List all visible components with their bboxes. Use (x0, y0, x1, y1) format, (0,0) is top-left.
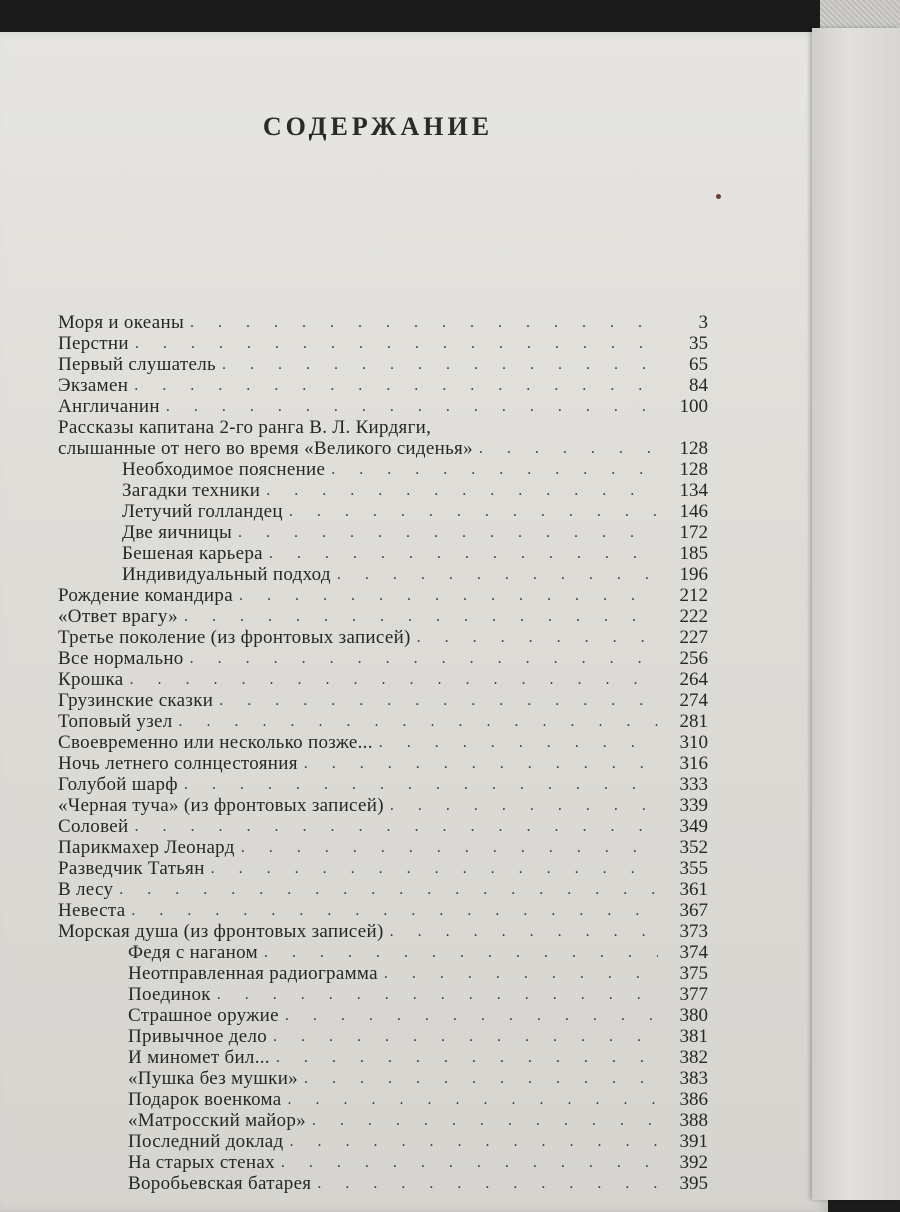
toc-leader (417, 627, 658, 648)
table-of-contents (58, 312, 708, 1194)
toc-entry-title: Летучий голландец (122, 501, 283, 522)
page-title: СОДЕРЖАНИЕ (262, 112, 494, 141)
toc-entry-page: 391 (679, 1131, 708, 1152)
toc-entry (58, 396, 708, 417)
toc-leader (219, 690, 658, 711)
toc-entry-title: Ночь летнего солнцестояния (58, 753, 298, 774)
toc-entry-page: 274 (679, 690, 708, 711)
toc-leader (290, 1131, 659, 1152)
toc-entry-page: 373 (679, 921, 708, 942)
toc-entry-title: «Пушка без мушки» (128, 1068, 298, 1089)
toc-entry-page: 386 (679, 1089, 708, 1110)
toc-entry (58, 606, 708, 627)
toc-entry-title: Две яичницы (122, 522, 233, 543)
toc-entry (58, 585, 708, 606)
toc-entry-title: Неотправленная радиограмма (128, 963, 378, 984)
toc-entry-title: Своевременно или несколько позже... (58, 732, 373, 753)
toc-entry-title: Экзамен (58, 375, 129, 396)
toc-entry (58, 438, 708, 459)
toc-entry-title: Загадки техники (122, 480, 261, 501)
toc-leader (312, 1110, 658, 1131)
toc-leader (184, 606, 658, 627)
toc-entry-title: «Матросский майор» (128, 1110, 306, 1131)
toc-entry (58, 753, 708, 774)
toc-entry-page: 349 (679, 816, 708, 837)
toc-leader (211, 858, 658, 879)
toc-subentry (58, 1110, 708, 1131)
toc-entry (58, 690, 708, 711)
toc-entry (58, 375, 708, 396)
toc-entry-title: Разведчик Татьян (58, 858, 205, 879)
toc-entry-title: Третье поколение (из фронтовых записей) (58, 627, 411, 648)
toc-leader (134, 816, 658, 837)
toc-entry-title: Моря и океаны (58, 312, 185, 333)
toc-entry-title: Воробьевская батарея (128, 1173, 312, 1194)
toc-entry-title: Морская душа (из фронтовых записей) (58, 921, 384, 942)
toc-leader (217, 984, 658, 1005)
toc-entry-page: 146 (679, 501, 708, 522)
toc-leader (269, 543, 658, 564)
toc-entry-page: 281 (679, 711, 708, 732)
toc-entry (58, 837, 708, 858)
toc-leader (331, 459, 658, 480)
toc-subentry (58, 1089, 708, 1110)
facing-page-edge (812, 28, 900, 1200)
toc-entry (58, 312, 708, 333)
toc-entry-title: Грузинские сказки (58, 690, 214, 711)
toc-entry-page: 383 (679, 1068, 708, 1089)
toc-entry-title: Рассказы капитана 2-го ранга В. Л. Кирдяги, (58, 417, 432, 438)
toc-entry-page: 395 (679, 1173, 708, 1194)
toc-leader (166, 396, 658, 417)
toc-entry-title: Перстни (58, 333, 129, 354)
toc-entry-page: 100 (679, 396, 708, 417)
toc-entry-page: 222 (679, 606, 708, 627)
toc-leader (276, 1047, 658, 1068)
toc-subentry (58, 459, 708, 480)
toc-entry-page: 185 (679, 543, 708, 564)
toc-subentry (58, 1026, 708, 1047)
toc-entry (58, 921, 708, 942)
toc-entry-page: 377 (679, 984, 708, 1005)
toc-entry-title: Англичанин (58, 396, 160, 417)
toc-leader (304, 1068, 658, 1089)
toc-leader (135, 333, 658, 354)
toc-subentry (58, 942, 708, 963)
toc-leader (337, 564, 658, 585)
toc-leader (273, 1026, 658, 1047)
toc-leader (479, 438, 658, 459)
toc-subentry (58, 1047, 708, 1068)
toc-subentry (58, 480, 708, 501)
toc-entry-page: 264 (679, 669, 708, 690)
toc-entry-page: 382 (679, 1047, 708, 1068)
toc-entry-page: 212 (679, 585, 708, 606)
toc-entry-page: 227 (679, 627, 708, 648)
toc-entry-title: Подарок военкома (128, 1089, 282, 1110)
toc-entry (58, 669, 708, 690)
toc-entry-page: 84 (689, 375, 708, 396)
toc-entry-title: Рождение командира (58, 585, 233, 606)
toc-leader (241, 837, 658, 858)
toc-entry (58, 711, 708, 732)
toc-entry-title: Федя с наганом (128, 942, 258, 963)
toc-entry (58, 417, 708, 438)
toc-leader (129, 669, 658, 690)
toc-entry-page: 128 (679, 438, 708, 459)
toc-entry-title: Бешеная карьера (122, 543, 263, 564)
toc-leader (190, 312, 658, 333)
toc-leader (184, 774, 658, 795)
toc-leader (266, 480, 658, 501)
toc-entry-title: И миномет бил... (128, 1047, 270, 1068)
toc-leader (390, 795, 658, 816)
toc-entry (58, 795, 708, 816)
toc-leader (304, 753, 658, 774)
toc-leader (190, 648, 658, 669)
toc-leader (289, 501, 658, 522)
toc-entry-page: 256 (679, 648, 708, 669)
toc-entry-page: 352 (679, 837, 708, 858)
toc-leader (264, 942, 658, 963)
toc-subentry (58, 1068, 708, 1089)
toc-subentry (58, 501, 708, 522)
toc-entry-page: 367 (679, 900, 708, 921)
toc-entry-page: 392 (679, 1152, 708, 1173)
toc-entry (58, 354, 708, 375)
toc-entry-title: «Ответ врагу» (58, 606, 178, 627)
toc-subentry (58, 1173, 708, 1194)
toc-leader (239, 585, 658, 606)
toc-entry-title: Все нормально (58, 648, 184, 669)
toc-subentry (58, 1005, 708, 1026)
toc-entry-title: Индивидуальный подход (122, 564, 331, 585)
toc-entry (58, 900, 708, 921)
toc-entry-page: 339 (679, 795, 708, 816)
toc-entry-page: 374 (679, 942, 708, 963)
ink-speck (716, 194, 721, 199)
toc-entry-page: 388 (679, 1110, 708, 1131)
toc-entry-page: 333 (679, 774, 708, 795)
toc-leader (287, 1089, 658, 1110)
toc-entry-title: На старых стенах (128, 1152, 275, 1173)
toc-entry-page: 316 (679, 753, 708, 774)
toc-entry-page: 172 (679, 522, 708, 543)
toc-subentry (58, 564, 708, 585)
toc-entry-title: В лесу (58, 879, 114, 900)
toc-entry-page: 134 (679, 480, 708, 501)
toc-entry-page: 381 (679, 1026, 708, 1047)
toc-entry-title: Невеста (58, 900, 126, 921)
toc-entry-title: Страшное оружие (128, 1005, 279, 1026)
toc-entry (58, 648, 708, 669)
toc-entry-title: Поединок (128, 984, 211, 1005)
toc-entry-title: Голубой шарф (58, 774, 178, 795)
toc-leader (134, 375, 658, 396)
toc-subentry (58, 963, 708, 984)
toc-entry-page: 361 (679, 879, 708, 900)
toc-entry-title: Первый слушатель (58, 354, 216, 375)
toc-subentry (58, 984, 708, 1005)
toc-entry (58, 732, 708, 753)
toc-entry-title: Необходимое пояснение (122, 459, 326, 480)
toc-leader (131, 900, 658, 921)
toc-entry (58, 858, 708, 879)
toc-entry-page: 128 (679, 459, 708, 480)
toc-entry-title: Соловей (58, 816, 129, 837)
toc-entry (58, 774, 708, 795)
toc-entry-title: слышанные от него во время «Великого сиденья» (58, 438, 473, 459)
toc-entry-page: 65 (689, 354, 708, 375)
toc-subentry (58, 543, 708, 564)
toc-leader (285, 1005, 658, 1026)
toc-entry-title: Последний доклад (128, 1131, 284, 1152)
toc-leader (317, 1173, 658, 1194)
toc-subentry (58, 1152, 708, 1173)
toc-entry-page: 196 (679, 564, 708, 585)
toc-leader (222, 354, 658, 375)
toc-entry-title: Топовый узел (58, 711, 173, 732)
toc-entry-page: 35 (689, 333, 708, 354)
toc-entry-page: 3 (698, 312, 708, 333)
toc-entry-page: 375 (679, 963, 708, 984)
toc-entry (58, 879, 708, 900)
toc-entry-title: «Черная туча» (из фронтовых записей) (58, 795, 384, 816)
toc-entry-page: 310 (679, 732, 708, 753)
toc-leader (179, 711, 658, 732)
toc-leader (119, 879, 658, 900)
toc-subentry (58, 522, 708, 543)
toc-leader (238, 522, 658, 543)
toc-entry-title: Привычное дело (128, 1026, 268, 1047)
toc-subentry (58, 1131, 708, 1152)
toc-entry (58, 816, 708, 837)
toc-leader (281, 1152, 658, 1173)
toc-entry-title: Крошка (58, 669, 124, 690)
toc-entry (58, 333, 708, 354)
toc-entry (58, 627, 708, 648)
toc-entry-page: 355 (679, 858, 708, 879)
toc-leader (379, 732, 658, 753)
toc-entry-title: Парикмахер Леонард (58, 837, 235, 858)
toc-leader (384, 963, 658, 984)
toc-leader (390, 921, 658, 942)
toc-entry-page: 380 (679, 1005, 708, 1026)
